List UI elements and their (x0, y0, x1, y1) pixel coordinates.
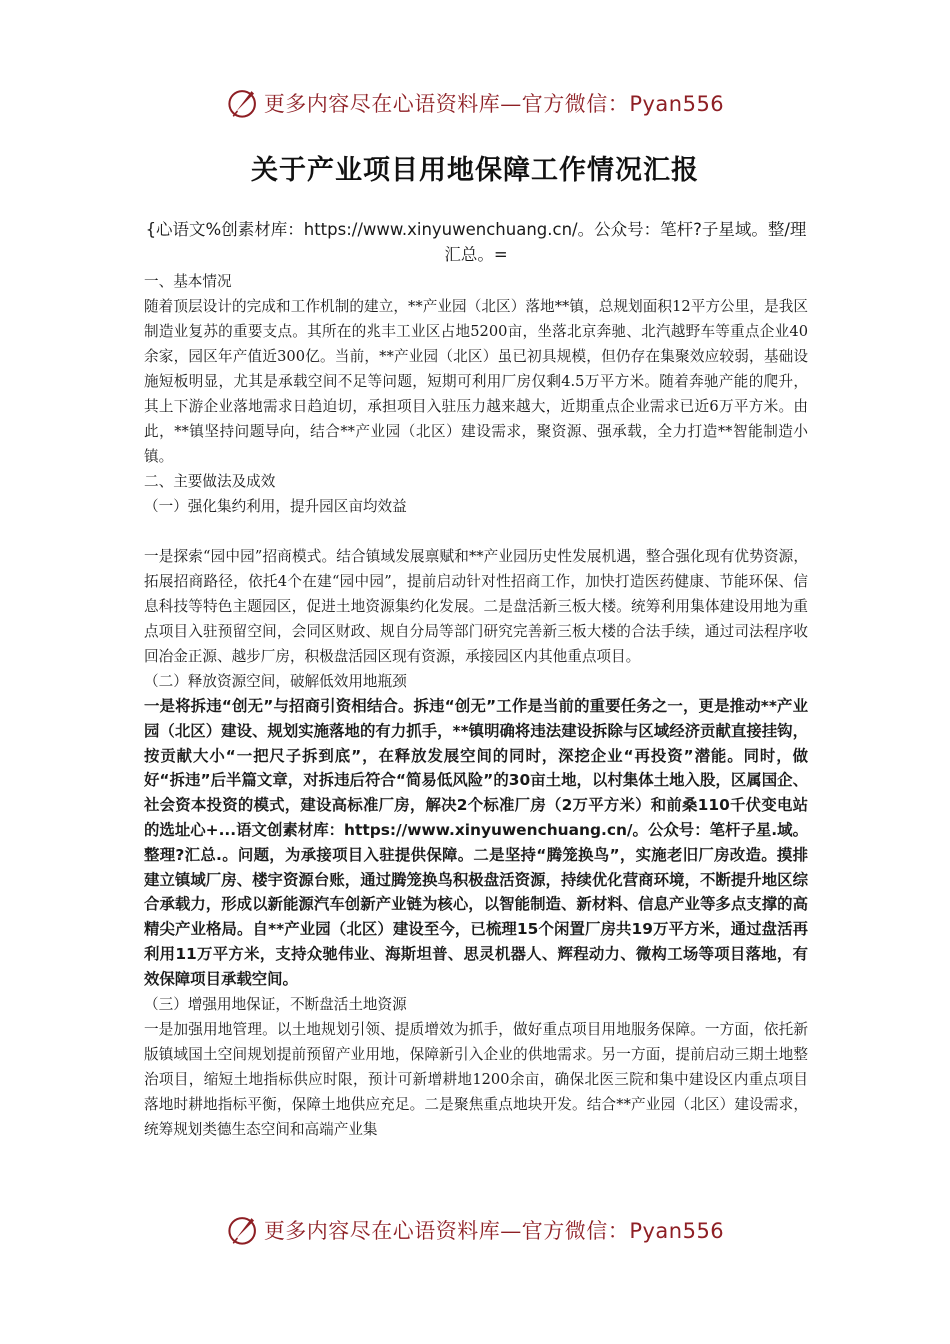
document-title: 关于产业项目用地保障工作情况汇报 (251, 155, 699, 186)
paragraph-basic-situation: 随着顶层设计的完成和工作机制的建立，**产业园（北区）落地**镇，总规划面积12平方公里，是我区制造业复苏的重要支点。其所在的兆丰工业区占地5200亩，坐落北京奔驰、北汽越野车等重点企业40余家，园区年产值近300亿。当前，**产业园（北区）虽已初具规模，但仍存在集聚效应较弱，基础设施短板明显，尤其是承载空间不足等问题，短期可利用厂房仅剩4.5万平方米。随着奔驰产能的爬升，其上下游企业落地需求日趋迫切，承担项目入驻压力越来越大，近期重点企业需求已近6万平方米。由此，**镇坚持问题导向，结合**产业园（北区）建设需求，聚资源、强承载，全力打造**智能制造小镇。 (144, 298, 808, 465)
section-heading-2: 二、主要做法及成效 (144, 473, 276, 490)
quill-pen-circle-icon (226, 1213, 260, 1247)
paragraph-subsection-1: 一是探索“园中园”招商模式。结合镇域发展禀赋和**产业园历史性发展机遇，整合强化现有优势资源，拓展招商路径，依托4个在建“园中园”，提前启动针对性招商工作，加快打造医药健康、节能环保、信息科技等特色主题园区，促进土地资源集约化发展。二是盘活新三板大楼。统筹利用集体建设用地为重点项目入驻预留空间，会同区财政、规自分局等部门研究完善新三板大楼的合法手续，通过司法程序收回冶金正源、越步厂房，积极盘活园区现有资源，承接园区内其他重点项目。 (144, 548, 808, 665)
wechat-id: Pyan556 (629, 92, 725, 116)
quill-pen-circle-icon (226, 86, 260, 120)
section-heading-1: 一、基本情况 (144, 273, 232, 290)
wechat-id: Pyan556 (629, 1219, 725, 1243)
footer-banner[interactable] (0, 1210, 950, 1250)
paragraph-subsection-3: 一是加强用地管理。以土地规划引领、提质增效为抓手，做好重点项目用地服务保障。一方面，依托新版镇域国土空间规划提前预留产业用地，保障新引入企业的供地需求。另一方面，提前启动三期土地整治项目，缩短土地指标供应时限，预计可新增耕地1200余亩，确保北医三院和集中建设区内重点项目落地时耕地指标平衡，保障土地供应充足。二是聚焦重点地块开发。结合**产业园（北区）建设需求，统筹规划类德生态空间和高端产业集 (144, 1020, 808, 1138)
subsection-heading-2: （二）释放资源空间，破解低效用地瓶颈 (144, 673, 407, 690)
subsection-heading-3: （三）增强用地保证，不断盘活土地资源 (144, 995, 407, 1013)
source-note: {心语文%创素材库：https://www.xinyuwenchuang.cn/。公众号：笔杆?子星域。整/理汇总。= (145, 220, 807, 264)
paragraph-subsection-2: 一是将拆违“创无”与招商引资相结合。拆违“创无”工作是当前的重要任务之一，更是推动**产业园（北区）建设、规划实施落地的有力抓手，**镇明确将违法建设拆除与区域经济贡献直接挂钩，按贡献大小“一把尺子拆到底”，在释放发展空间的同时，深挖企业“再投资”潜能。同时，做好“拆违”后半篇文章，对拆违后符合“简易低风险”的30亩土地，以村集体土地入股，区属国企、社会资本投资的模式，建设高标准厂房，解决2个标准厂房（2万平方米）和前桑110千伏变电站的选址心+...语文创素材库：https://www.xinyuwenchuang.cn/。公众号：笔杆子星.域。整理?汇总.。问题，为承接项目入驻提供保障。二是坚持“腾笼换鸟”，实施老旧厂房改造。摸排建立镇域厂房、楼宇资源台账，通过腾笼换鸟积极盘活资源，持续优化营商环境，不断提升地区综合承载力，形成以新能源汽车创新产业链为核心，以智能制造、新材料、信息产业等多点支撑的高精尖产业格局。自**产业园（北区）建设至今，已梳理15个闲置厂房共19万平方米，通过盘活再利用11万平方米，支持众驰伟业、海斯坦普、思灵机器人、辉程动力、微构工场等项目落地，有效保障项目承载空间。 (144, 697, 808, 988)
banner-text: 更多内容尽在心语资料库—官方微信：Pyan556 (263, 1219, 725, 1243)
blank-line (144, 519, 808, 544)
document-body (144, 217, 808, 1142)
header-banner[interactable] (0, 83, 950, 123)
subsection-heading-1: （一）强化集约利用，提升园区亩均效益 (144, 498, 407, 515)
banner-text: 更多内容尽在心语资料库—官方微信：Pyan556 (263, 92, 725, 116)
